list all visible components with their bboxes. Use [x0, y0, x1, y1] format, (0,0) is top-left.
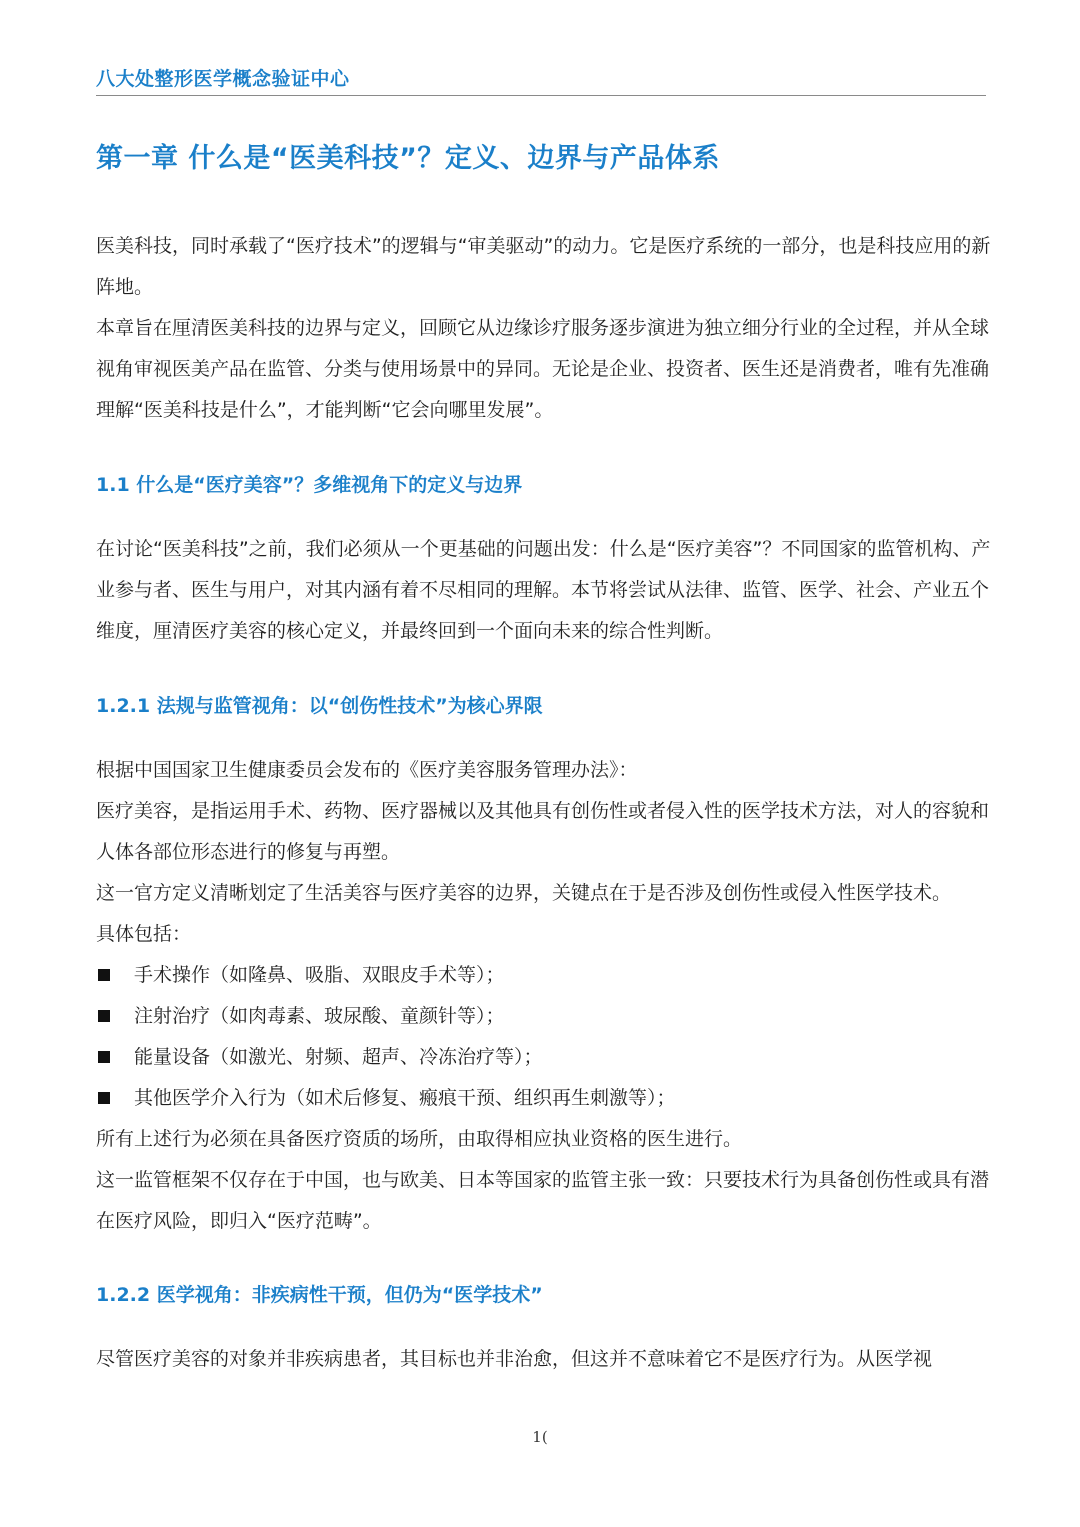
section-1-2-1-paragraph-2: 医疗美容，是指运用手术、药物、医疗器械以及其他具有创伤性或者侵入性的医学技术方法，对人的容貌和人体各部位形态进行的修复与再塑。 [96, 800, 990, 863]
running-header-title: 八大处整形医学概念验证中心 [96, 68, 350, 90]
list-item-text: 注射治疗（如肉毒素、玻尿酸、童颜针等）； [134, 1005, 505, 1027]
intro-paragraph-1: 医美科技，同时承载了“医疗技术”的逻辑与“审美驱动”的动力。它是医疗系统的一部分，也是科技应用的新阵地。 [96, 235, 991, 298]
list-item [96, 996, 991, 1037]
list-item [96, 1078, 991, 1119]
list-item-text: 手术操作（如隆鼻、吸脂、双眼皮手术等）； [134, 964, 505, 986]
section-1-2-1-paragraph-3: 这一官方定义清晰划定了生活美容与医疗美容的边界，关键点在于是否涉及创伤性或侵入性医学技术。 [96, 882, 952, 904]
list-item [96, 1037, 991, 1078]
chapter-title: 第一章 什么是“医美科技”？定义、边界与产品体系 [96, 143, 720, 174]
section-heading-1-1: 1.1 什么是“医疗美容”？多维视角下的定义与边界 [96, 474, 523, 496]
section-1-2-1-paragraph-4: 具体包括： [96, 923, 192, 945]
treatment-bullet-list [96, 955, 991, 1119]
section-heading-1-2-1: 1.2.1 法规与监管视角：以“创伤性技术”为核心界限 [96, 695, 543, 717]
section-1-2-1-paragraph-5: 所有上述行为必须在具备医疗资质的场所，由取得相应执业资格的医生进行。 [96, 1128, 743, 1150]
section-1-2-2-paragraph: 尽管医疗美容的对象并非疾病患者，其目标也并非治愈，但这并不意味着它不是医疗行为。从医学视 [96, 1348, 933, 1370]
intro-paragraph-2: 本章旨在厘清医美科技的边界与定义，回顾它从边缘诊疗服务逐步演进为独立细分行业的全过程，并从全球视角审视医美产品在监管、分类与使用场景中的异同。无论是企业、投资者、医生还是消费者，唯有先准确理解“医美科技是什么”，才能判断“它会向哪里发展”。 [96, 317, 990, 421]
list-item-text: 能量设备（如激光、射频、超声、冷冻治疗等）； [134, 1046, 543, 1068]
section-1-2-1-paragraph-1: 根据中国国家卫生健康委员会发布的《医疗美容服务管理办法》： [96, 759, 638, 781]
section-1-1-paragraph: 在讨论“医美科技”之前，我们必须从一个更基础的问题出发：什么是“医疗美容”？不同国家的监管机构、产业参与者、医生与用户，对其内涵有着不尽相同的理解。本节将尝试从法律、监管、医学、社会、产业五个维度，厘清医疗美容的核心定义，并最终回到一个面向未来的综合性判断。 [96, 538, 991, 642]
square-bullet-icon [98, 1010, 110, 1022]
square-bullet-icon [98, 1051, 110, 1063]
list-item [96, 955, 991, 996]
list-item-text: 其他医学介入行为（如术后修复、瘢痕干预、组织再生刺激等）； [134, 1087, 676, 1109]
page-number: 1( [532, 1428, 548, 1446]
header-divider [96, 95, 986, 96]
square-bullet-icon [98, 969, 110, 981]
section-heading-1-2-2: 1.2.2 医学视角：非疾病性干预，但仍为“医学技术” [96, 1284, 543, 1306]
square-bullet-icon [98, 1092, 110, 1104]
section-1-2-1-paragraph-6: 这一监管框架不仅存在于中国，也与欧美、日本等国家的监管主张一致：只要技术行为具备创伤性或具有潜在医疗风险，即归入“医疗范畴”。 [96, 1169, 990, 1232]
